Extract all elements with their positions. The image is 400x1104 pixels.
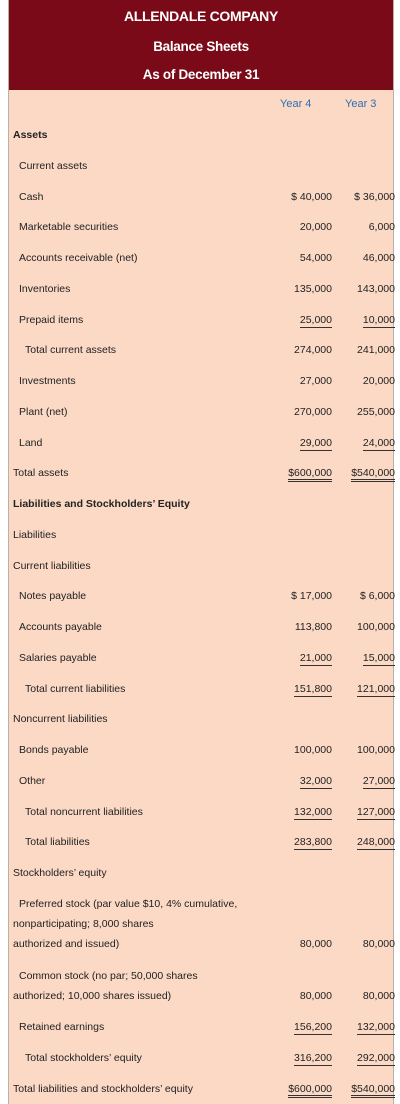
value-year3: 248,000 bbox=[357, 836, 395, 848]
value-year4: 156,200 bbox=[294, 1021, 332, 1033]
row-label-line: nonparticipating; 8,000 shares bbox=[13, 918, 154, 930]
row-label: Total liabilities and stockholders’ equity bbox=[13, 1083, 193, 1095]
value-year3: 80,000 bbox=[362, 938, 395, 950]
table-row bbox=[9, 252, 393, 268]
value-year3: $ 36,000 bbox=[354, 191, 395, 203]
row-label-line: authorized; 10,000 shares issued) bbox=[13, 990, 172, 1002]
value-year3: 46,000 bbox=[362, 252, 395, 264]
row-label: Liabilities bbox=[13, 529, 57, 541]
row-label: Bonds payable bbox=[19, 744, 89, 756]
table-row bbox=[9, 1052, 393, 1068]
company-name: ALLENDALE COMPANY bbox=[123, 8, 279, 24]
row-label: Salaries payable bbox=[19, 652, 97, 664]
value-year3: 255,000 bbox=[357, 406, 395, 418]
value-year3: 292,000 bbox=[357, 1052, 395, 1064]
row-label: Total liabilities bbox=[25, 836, 90, 848]
row-label-line: authorized and issued) bbox=[13, 938, 120, 950]
value-year3: 241,000 bbox=[357, 344, 395, 356]
value-year4: 132,000 bbox=[294, 806, 332, 818]
value-year3: 121,000 bbox=[357, 683, 395, 695]
value-year4: $600,000 bbox=[288, 467, 332, 482]
value-year3: 143,000 bbox=[357, 283, 395, 295]
value-year4: 113,800 bbox=[294, 621, 332, 633]
balance-sheet bbox=[8, 0, 394, 1104]
row-label: Stockholders’ equity bbox=[13, 867, 107, 879]
value-year4: 100,000 bbox=[294, 744, 332, 756]
row-label: Total assets bbox=[13, 467, 69, 479]
row-label: Total noncurrent liabilities bbox=[25, 806, 143, 818]
table-row bbox=[9, 314, 393, 330]
table-row bbox=[9, 529, 393, 545]
value-year4: 270,000 bbox=[294, 406, 332, 418]
value-year4: 283,800 bbox=[294, 836, 332, 848]
table-row bbox=[9, 560, 393, 576]
table-row bbox=[9, 621, 393, 637]
value-year3: 100,000 bbox=[357, 621, 395, 633]
value-year4: $600,000 bbox=[288, 1083, 332, 1098]
value-year3: 27,000 bbox=[362, 775, 395, 787]
value-year3: 24,000 bbox=[362, 437, 395, 449]
value-year3: $540,000 bbox=[351, 467, 395, 482]
row-label: Other bbox=[19, 775, 46, 787]
table-row bbox=[9, 160, 393, 176]
table-row-values bbox=[9, 990, 393, 1006]
row-label: Accounts receivable (net) bbox=[19, 252, 138, 264]
table-row bbox=[9, 375, 393, 391]
table-row bbox=[9, 867, 393, 883]
row-label: Total stockholders’ equity bbox=[25, 1052, 142, 1064]
row-label: Investments bbox=[19, 375, 76, 387]
column-header-year3: Year 3 bbox=[345, 98, 377, 110]
table-row bbox=[9, 775, 393, 791]
table-row bbox=[9, 590, 393, 606]
value-year4: 20,000 bbox=[299, 221, 332, 233]
value-year4: 25,000 bbox=[299, 314, 332, 326]
header-banner bbox=[9, 0, 393, 90]
table-row bbox=[9, 806, 393, 822]
row-label-line: Common stock (no par; 50,000 shares bbox=[19, 970, 198, 982]
value-year4: 80,000 bbox=[299, 990, 332, 1002]
row-label: Cash bbox=[19, 191, 44, 203]
row-label: Marketable securities bbox=[19, 221, 119, 233]
table-row bbox=[9, 467, 393, 483]
row-label: Total current liabilities bbox=[25, 683, 126, 695]
value-year4: 29,000 bbox=[299, 437, 332, 449]
value-year3: 20,000 bbox=[362, 375, 395, 387]
row-label: Notes payable bbox=[19, 590, 87, 602]
column-header-year4: Year 4 bbox=[280, 98, 312, 110]
value-year3: 6,000 bbox=[368, 221, 395, 233]
value-year4: 21,000 bbox=[299, 652, 332, 664]
table-row bbox=[9, 221, 393, 237]
table-row bbox=[9, 683, 393, 699]
value-year3: 10,000 bbox=[362, 314, 395, 326]
table-row bbox=[9, 498, 393, 514]
table-row bbox=[9, 652, 393, 668]
value-year3: 100,000 bbox=[357, 744, 395, 756]
row-label: Inventories bbox=[19, 283, 71, 295]
table-row bbox=[9, 191, 393, 207]
table-row bbox=[9, 744, 393, 760]
value-year4: 274,000 bbox=[294, 344, 332, 356]
value-year3: 127,000 bbox=[357, 806, 395, 818]
value-year4: 80,000 bbox=[299, 938, 332, 950]
value-year4: 316,200 bbox=[294, 1052, 332, 1064]
table-row bbox=[9, 1021, 393, 1037]
value-year3: 15,000 bbox=[362, 652, 395, 664]
table-row-values bbox=[9, 938, 393, 954]
row-label: Accounts payable bbox=[19, 621, 102, 633]
value-year4: 27,000 bbox=[299, 375, 332, 387]
value-year3: $540,000 bbox=[351, 1083, 395, 1098]
statement-title: Balance Sheets bbox=[153, 39, 249, 54]
row-label: Noncurrent liabilities bbox=[13, 713, 108, 725]
row-label: Current liabilities bbox=[13, 560, 91, 572]
table-row bbox=[9, 406, 393, 422]
value-year4: $ 40,000 bbox=[291, 191, 332, 203]
table-row bbox=[9, 713, 393, 729]
row-label: Prepaid items bbox=[19, 314, 84, 326]
value-year4: 32,000 bbox=[299, 775, 332, 787]
value-year4: 151,800 bbox=[294, 683, 332, 695]
row-label-line: Preferred stock (par value $10, 4% cumulative, bbox=[19, 898, 238, 910]
table-row bbox=[9, 344, 393, 360]
row-label: Retained earnings bbox=[19, 1021, 105, 1033]
table-row bbox=[9, 836, 393, 852]
table-row bbox=[9, 283, 393, 299]
table-row bbox=[9, 1083, 393, 1099]
value-year3: $ 6,000 bbox=[359, 590, 395, 602]
value-year4: 135,000 bbox=[294, 283, 332, 295]
value-year4: $ 17,000 bbox=[291, 590, 332, 602]
row-label: Total current assets bbox=[25, 344, 117, 356]
section-heading-assets: Assets bbox=[13, 129, 48, 141]
value-year3: 80,000 bbox=[362, 990, 395, 1002]
table-row bbox=[9, 437, 393, 453]
row-label: Plant (net) bbox=[19, 406, 68, 418]
statement-date: As of December 31 bbox=[142, 67, 260, 82]
row-label: Current assets bbox=[19, 160, 88, 172]
row-label: Land bbox=[19, 437, 43, 449]
table-row bbox=[9, 129, 393, 145]
value-year4: 54,000 bbox=[299, 252, 332, 264]
section-heading-liabilities-equity: Liabilities and Stockholders’ Equity bbox=[13, 498, 190, 510]
value-year3: 132,000 bbox=[357, 1021, 395, 1033]
